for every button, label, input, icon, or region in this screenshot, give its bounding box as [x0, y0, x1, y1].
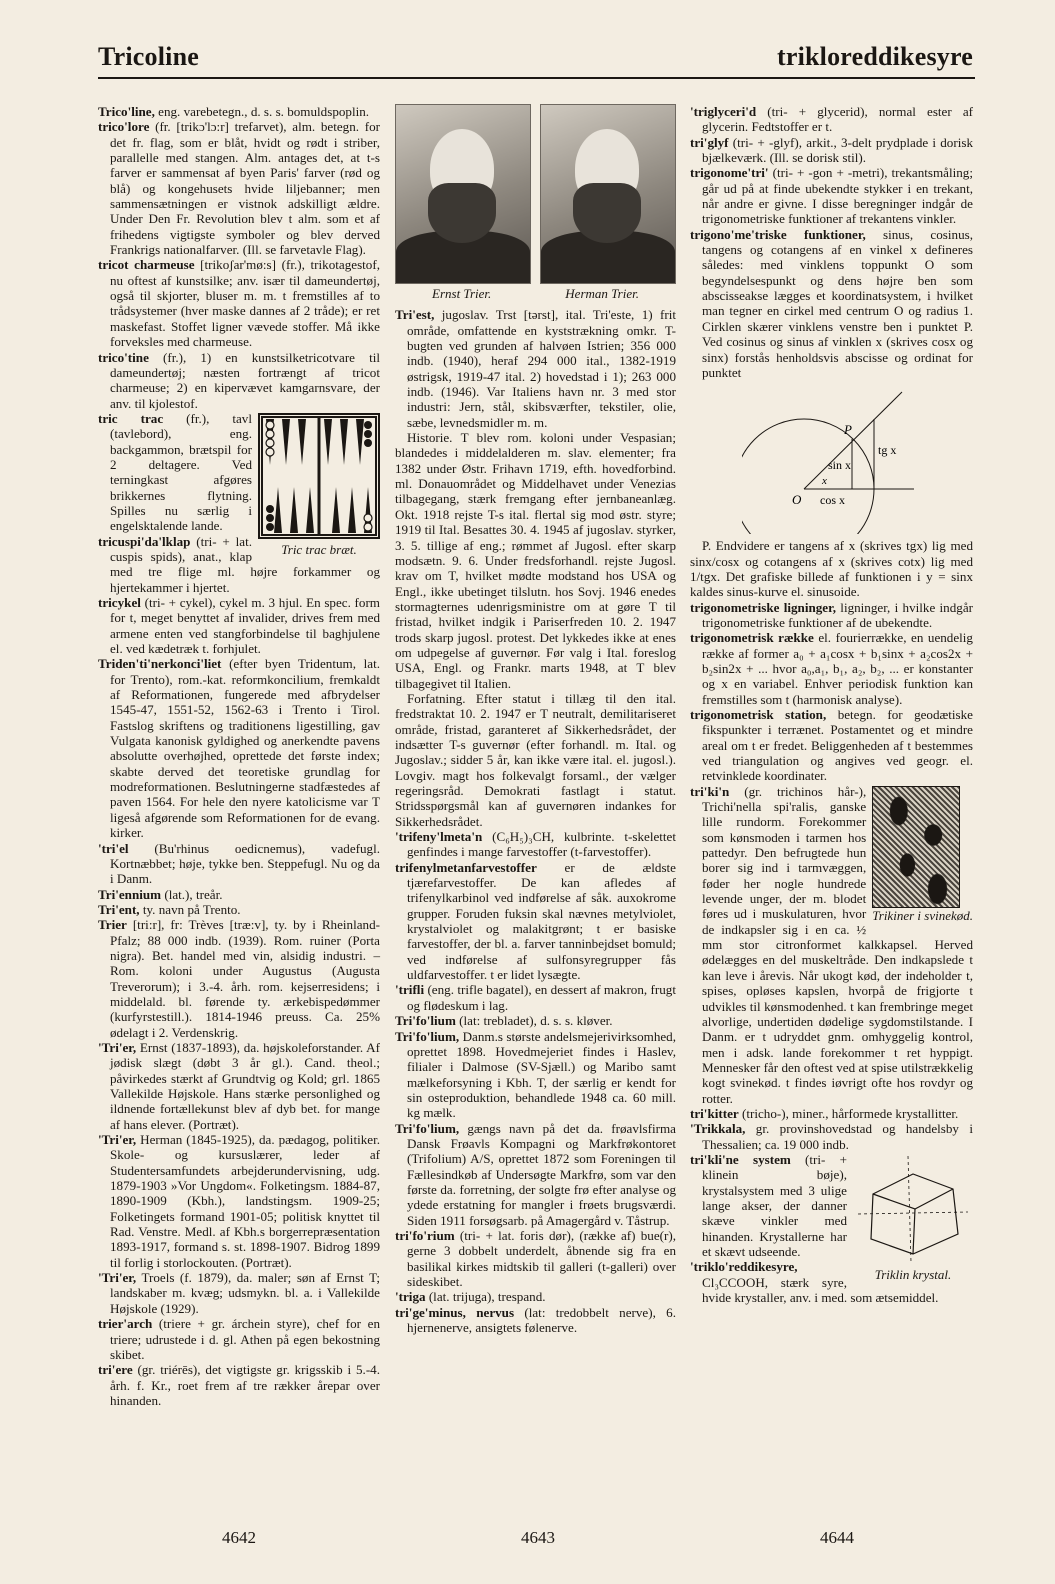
- tric-trac-figure: [258, 413, 380, 558]
- entry: trico'lore (fr. [trikɔ'lɔ:r] trefarvet), alm. betegn. for det fr. flag, som er blåt, hvidt og rødt i striber, parallelle med stangen. Alm. antages det, at t-s farver er sammensat af byen Paris' farver (rød og blå) og kongehusets hvide liljebanner; men sammensætningen er vistnok adskilligt ældre. Under Den Fr. Revolution blev t alm. som et af frihedens vigtigste symboler og blev derved Frankrigs nationalfarver. (Ill. se farvetavle Flag).: [98, 119, 380, 258]
- portrait-ernst-trier-image: [395, 104, 531, 284]
- tric-trac-board-image: [258, 413, 380, 539]
- header-left-word: Tricoline: [98, 42, 199, 71]
- label-p: P: [843, 422, 852, 438]
- entry: tri'glyf (tri- + -glyf), arkit., 3-delt prydplade i dorisk bjælkeværk. (Ill. se dorisk stil).: [690, 134, 973, 166]
- entry: trigonometrisk station, betegn. for geodætiske fikspunkter i terrænet. Postamentet og et mindre areal om t er fredet. Beliggenheden af t bestemmes ved triangulation og angives ved geogr. el. retvinklede koordinater.: [690, 706, 973, 784]
- entry: tri'ge'minus, nervus (lat: tredobbelt nerve), 6. hjernenerve, ansigtets følenerve.: [395, 1304, 676, 1336]
- entry: tri'fo'rium (tri- + lat. foris dør), (række af) bue(r), gerne 3 dobbelt underdelt, åbnende sig fra en basilikal kirkes midtskib til galleri (t-galleri) over sideskibet.: [395, 1227, 676, 1289]
- entry: Triden'ti'nerkonci'liet (efter byen Tridentum, lat. for Trento), rom.-kat. reformkoncilium, fremkaldt af Reformationen, fungerede med afbrydelser 1545-47, 1551-52, 1562-63 i Trento i Tirol. Fastslog skriftens og traditionens ligestilling, gav Vulgata kanonisk gyldighed og anerkendte pavens absolutte overhøjhed, oprettede det første index; skabte derved det teoretiske grundlag for modreformationen. Beslutningerne stadfæstedes af paven 1564. For hele den nyere katolicisme var T ligeså afgørende som Reformationen for de evang. kirker.: [98, 656, 380, 841]
- entry: 'Tri'er, Herman (1845-1925), da. pædagog, politiker. Skole- og kursuslærer, leder af Studentersamfundets arbejderundervisning, udg. 1879-1903 »Vor Ungdom«. Folketingsm. 1884-87, 1890-1909 (Kbh.), landstingsm. 1909-25; Folketingets formand 1901-05; politisk knyttet til Rad. Venstre. Medl. af Kbh.s borgerrepræsentation 1893-1917, formand s. st. 1898-1907. Bidrog 1899 til forlig i storlockouten. (Portræt).: [98, 1132, 380, 1270]
- entry: 'triglyceri'd (tri- + glycerid), normal ester af glycerin. Fedtstoffer er t.: [690, 104, 973, 135]
- label-o: O: [791, 492, 801, 508]
- entry: 'triklo'reddikesyre, Cl₃CCOOH, stærk syre, hvide krystaller, anv. i med. som ætsemiddel.: [690, 1259, 939, 1306]
- entry: trigonome'tri' (tri- + -gon + -metri), trekantsmåling; går ud på at finde ubekendte stykker i en trekant, når andre er givne. I disse beregninger indgår de trigonometriske funktioner af trekantens vinkler.: [690, 165, 973, 227]
- entry: 'trifeny'lmeta'n (C₆H₅)₃CH, kulbrinte. t-skelettet genfindes i mange farvestoffer (t-farvestoffer).: [395, 829, 676, 860]
- portraits-figure: [395, 104, 676, 301]
- unit-circle-diagram: [742, 384, 922, 534]
- entry: 'triga (lat. trijuga), trespand.: [395, 1289, 546, 1305]
- label-cos: cos x: [819, 493, 845, 508]
- label-sin: sin x: [827, 458, 851, 473]
- entry: Trico'line, eng. varebetegn., d. s. s. bomuldspoplin.: [98, 104, 370, 119]
- entry: tricuspi'da'lklap (tri- + lat. cuspis spids), anat., klap med tre flige ml. højre forkammer og hjertekammer i hjertet.: [98, 533, 380, 595]
- page-number-right: 4644: [820, 1528, 854, 1547]
- tric-trac-caption: Tric trac bræt.: [281, 542, 357, 558]
- entry: tricot charmeuse [trikoʃar'mø:s] (fr.), trikotagestof, nu oftest af kunstsilke; anv. især til dameundertøj, også til skjorter, bluser m. m. t fremstilles af to trådsystemer (hver maske dannes af 2 tråde); er ret maskefast. Stoffet ligner vævede stoffer. Må ikke forveksles med charmeuse.: [98, 257, 380, 350]
- entry: Tri'fo'lium, gængs navn på det da. frøavlsfirma Dansk Frøavls Kompagni og Markfrøkontoret (Trifolium) A/S, oprettet 1872 som Foreningen til Fællesindkøb af Undersøgte Markfrø, som var den første da. forretning, der solgte frø efter analyse og ydede erstatning for mangler i frøets brugsværdi. Siden 1911 forsøgsarb. på Amagergård v. Tåstrup.: [395, 1120, 676, 1228]
- label-x: x: [821, 475, 827, 488]
- entry-paragraph: Forfatning. Efter statut i tillæg til den ital. fredstraktat 10. 2. 1947 er T neutralt, demilitariseret område, fristad, garanteret af Sikkerhedsrådet, der indsætter T-s guvernør (efter forhandl. m. Ital. og Jugoslav.; sidder 5 år, kan ikke være ital. el. jugosl.). Lovgiv. magt hos folkevalgt forsaml., der vælger regeringsråd. Demokrati fastlagt i statut. Stridsspørgsmål kan af guvernøren indankes for Sikkerhedsrådet.: [395, 690, 676, 829]
- entry: trigono'me'triske funktioner, sinus, cosinus, tangens og cotangens af en vinkel x defineres således: med vinklens toppunkt O som begyndelsespunkt og dens højre ben som abscisseakse lægges et koordinatsystem, i hvilket man tegner en cirkel med centrum O og radius 1. Cirklen skærer vinklens venstre ben i punktet P. Ved cosinus og sinus af vinklen x (skrives cosx og sinx) forstås henholdsvis abscisse og ordinat for punktet: [690, 226, 973, 380]
- entry: tri'kitter (tricho-), miner., hårformede krystallitter.: [690, 1105, 959, 1121]
- crystal-caption: Triklin krystal.: [874, 1267, 952, 1283]
- column-right: [690, 104, 973, 1305]
- entry: Tri'fo'lium (lat: trebladet), d. s. s. kløver.: [395, 1013, 613, 1029]
- entry: 'Tri'er, Ernst (1837-1893), da. højskoleforstander. Af jødisk slægt (døbt 3 år gl.). Cand. theol.; påvirkedes stærkt af Grundtvig og Kold; grl. 1865 Vallekilde Højskole. Hans stærke personlighed og ildnende fortællekunst blev af dyb bet. for mange af hans elever. (Portræt).: [98, 1039, 380, 1132]
- portrait-caption-right: Herman Trier.: [565, 286, 639, 301]
- trikin-image: [872, 786, 960, 908]
- portrait-caption-left: Ernst Trier.: [432, 286, 492, 301]
- entry: 'Tri'er, Troels (f. 1879), da. maler; søn af Ernst T; landskaber m. kvæg; udsmykn. bl. a. i Vallekilde Højskole (1929).: [98, 1270, 380, 1316]
- entry: trigonometriske ligninger, ligninger, i hvilke indgår trigonometriske funktioner af de ubekendte.: [690, 599, 973, 630]
- trikin-caption: Trikiner i svinekød.: [872, 907, 973, 923]
- header-right-word: trikloreddikesyre: [777, 42, 973, 71]
- entry: trico'tine (fr.), 1) en kunstsilketricotvare til dameundertøj; næsten fortrængt af tricot charmeuse; 2) en kipervævet kamgarnsvare, der anv. til kjolestof.: [98, 349, 380, 411]
- crystal-image: [853, 1154, 973, 1264]
- entry: tri'ki'n (gr. trichinos hår-), Trichi'nella spi'ralis, ganske lille rundorm. Forekommer som kønsmoden i tarmen hos pattedyr. Den befrugtede hun borer sig ind i tarmvæggen, føder her nogle hundrede levende unger, der m. blodet føres ud i muskulaturen, hvor de indkapsler sig i en ca. ½ mm stor citronformet kalkkapsel. Herved ødelægges en del muskeltråde. Den indkapslede t kan leve i årevis. Når ukogt kød, der indeholder t, spises, opløses kapslen, hvorpå de frigjorte t udvikles til kønsmodenhed. t kan frembringe meget alvorlige, undertiden dødelige sygdomstilstande. I Danm. er t udryddet gnm. omhyggelig kontrol, men i adsk. lande forekommer t ret hyppigt. Mennesker får den oftest ved at spise utilstrækkelig kogt svinekød. t findes iøvrigt ofte hos rovdyr og rotter.: [690, 783, 973, 1106]
- entry: tricykel (tri- + cykel), cykel m. 3 hjul. En spec. form for t, meget benyttet af invalider, drives frem med armene enten ved stangforbindelse til baghjulene el. ved kædetræk t. forhjulet.: [98, 595, 380, 657]
- entry: Tri'est, jugoslav. Trst [tərst], ital. Tri'este, 1) frit område, omfattende en kyststrækning omkr. T-bugten ved grunden af halvøen Istrien; 356 000 indb. (1940), heraf 294 000 ital., 1382-1919 østrigsk, 1919-47 ital. 2) hovedstad i 1); 263 000 indb. (1946). Var Italiens havn nr. 3 med stor industri: Jern, stål, skibsværfter, tekstiler, olie, sæbe, levnedsmidler m. m.: [395, 307, 676, 430]
- entry: Tri'fo'lium, Danm.s største andelsmejerivirksomhed, oprettet 1898. Hovedmejeriet findes i Haslev, filialer i Dalmose (SV-Sjæll.) og Maribo samt mælkeforsyning i Kbh. T, der særlig er kendt for sin osteproduktion, behandlede 1948 ca. 60 mill. kg mælk.: [395, 1028, 676, 1121]
- page-number-middle: 4643: [521, 1528, 555, 1547]
- entry: trier'arch (triere + gr. árchein styre), chef for en triere; udrustede i d. gl. Athen på egen bekostning skibet.: [98, 1316, 380, 1362]
- column-left: [98, 104, 380, 1408]
- entry-paragraph: P. Endvidere er tangens af x (skrives tgx) lig med sinx/cosx og cotangens af x (skrives cotx) lig med 1/tgx. Det grafiske billede af funktionen i y = sinx kaldes sinus-kurve el. sinusoide.: [690, 538, 973, 600]
- page-number-left: 4642: [222, 1528, 256, 1547]
- entry: trifenylmetanfarvestoffer er de ældste tjærefarvestoffer. De kan afledes af trifenylkarbinol ved indførelse af såk. auxokrome grupper. Foruden fuksin skal nævnes metylviolet, krystalviolet og malakitgrønt; t er basiske farvestoffer, der bl. a. farver tanninbejdset bomuld; ved indførelse af sulfonsyregrupper fås uldfarvestoffer. t er lidet lysægte.: [395, 859, 676, 983]
- entry: tric trac (fr.), tavl (tavlebord), eng. backgammon, brætspil for 2 deltagere. Ved terningkast afgøres brikkernes flytning. Spilles nu særlig i engelsktalende lande.: [98, 410, 252, 534]
- portrait-herman-trier-image: [540, 104, 676, 284]
- entry: 'Trikkala, gr. provinshovedstad og handelsby i Thessalien; ca. 19 000 indb.: [690, 1121, 973, 1152]
- entry: trigonometrisk række el. fourierrække, en uendelig række af former a₀ + a₁cosx + b₁sinx + a₂cos2x + b₂sin2x + ... hvor a₀,a₁, b₁, a₂, b₂, ... er konstanter og x en variabel. Enhver periodisk funktion kan fremstilles som t (harmonisk analyse).: [690, 630, 973, 707]
- entry: Tri'ennium (lat.), treår.: [98, 886, 223, 902]
- entry: 'trifli (eng. trifle bagatel), en dessert af makron, frugt og flødeskum i lag.: [395, 982, 676, 1013]
- column-middle: [395, 104, 676, 1335]
- entry: tri'ere (gr. triérēs), det vigtigste gr. krigsskib i 5.-4. årh. f. Kr., roet frem af tre rækker årepar over hinanden.: [98, 1362, 380, 1408]
- entry: Trier [tri:r], fr: Trèves [træ:v], ty. by i Rheinland-Pfalz; 88 000 indb. (1939). Rom. ruiner (Porta nigra). Bet. handel med vin, alsidig industri. – Rom. koloni under Augustus (Augusta Treverorum); i 3.-4. årh. rom. kejserresidens; i middelald. bl. førende ty. ærkebispedømmer (kurfyrstestill.). 1814-1946 preuss. Ca. 25% ødelagt i 2. Verdenskrig.: [98, 917, 380, 1040]
- label-tg: tg x: [877, 443, 896, 458]
- entry: 'tri'el (Bu'rhinus oedicnemus), vadefugl. Kortnæbbet; høje, tykke ben. Steppefugl. Nu og da i Danm.: [98, 840, 380, 887]
- entry: tri'kli'ne system (tri- + klinein bøje), krystalsystem med 3 ulige lange akser, der danner skæve vinkler med hinanden. Krystallerne har et skævt udseende.: [690, 1151, 848, 1259]
- entry: Tri'ent, ty. navn på Trento.: [98, 901, 241, 917]
- crystal-figure: [853, 1154, 973, 1283]
- entry-paragraph: Historie. T blev rom. koloni under Vespasian; blandedes i middelalderen m. slav. elementer; fra 1382 under Østr. Frihavn 1719, efth. hovedforbind. ml. Donauområdet og Middelhavet under Venezias tilbagegang, stærk fremgang efter jernbaneanlæg. Okt. 1918 rejste T-s ital. flertal sig mod østr. styre; 1919 til Ital. Besattes 30. 4. 1945 af jugoslav. styrker, 3. 5. tillige af eng.; rømmet af Jugosl. efter skarp modsætn. 9. 6. Under fredsforhandl. rejste Jugosl. krav om T, hvilket mødte modstand hos USA og Engl., ikke ubetinget tilslutn. hos Sovj. 1946 enedes stormagternes udenrigsministre om at gøre T til fristad, hvilket indgik i Pariserfreden 10. 2. 1947 trods skarp jugosl. protest. Det lykkedes ikke at enes om udpegelse af guvernør. Før valg i Ital. foreslog USA, Engl. og Frankr. marts 1948, at T blev tilbagegivet til Italien.: [395, 430, 676, 691]
- trikin-figure: [872, 786, 973, 923]
- header-rule: [98, 77, 975, 79]
